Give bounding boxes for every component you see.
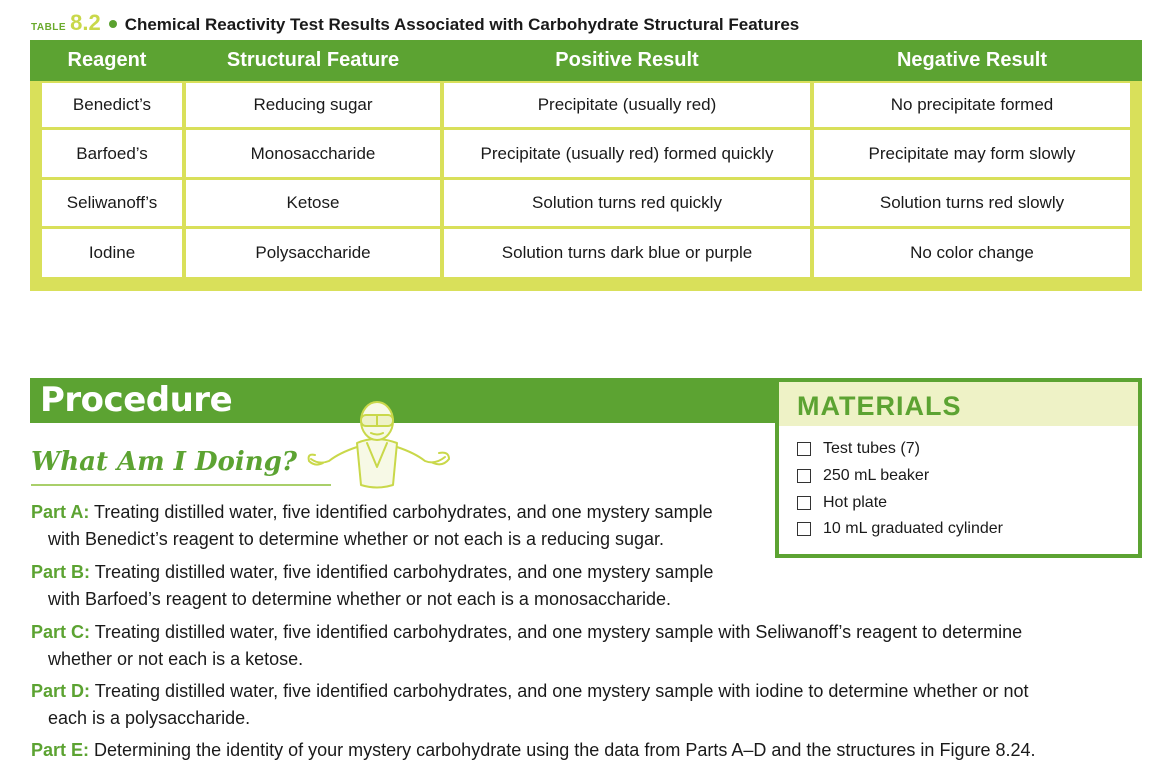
part-label: Part E: <box>31 740 90 760</box>
part-label: Part A: <box>31 502 90 522</box>
procedure-part-c <box>31 619 1141 673</box>
materials-item <box>797 467 929 485</box>
part-label: Part D: <box>31 681 91 701</box>
table-cell: Solution turns red quickly <box>444 180 810 226</box>
part-label: Part C: <box>31 622 91 642</box>
scientist-mascot-icon <box>305 395 455 490</box>
materials-item-label: Hot plate <box>823 494 888 511</box>
part-text: Treating distilled water, five identified carbohydrates, and one mystery sample with Seliwanoff’s reagent to determine <box>90 622 1023 642</box>
materials-item <box>797 520 1003 538</box>
table-label-word: TABLE <box>31 22 67 33</box>
part-text: Treating distilled water, five identified carbohydrates, and one mystery sample <box>89 502 713 522</box>
part-text: Treating distilled water, five identified carbohydrates, and one mystery sample with iodine to determine whether or not <box>90 681 1029 701</box>
bullet-icon <box>109 20 117 28</box>
procedure-part-d <box>31 678 1141 732</box>
table-cell: Barfoed’s <box>42 130 182 177</box>
table-cell: Polysaccharide <box>186 229 440 277</box>
table-header-row <box>30 40 1142 81</box>
procedure-title: Procedure <box>40 380 233 420</box>
what-am-i-doing-heading: What Am I Doing? <box>31 447 298 477</box>
checkbox-icon[interactable] <box>797 496 811 510</box>
table-cell: Solution turns dark blue or purple <box>444 229 810 277</box>
heading-underline <box>31 484 331 486</box>
part-text: Treating distilled water, five identified carbohydrates, and one mystery sample <box>90 562 714 582</box>
header-reagent: Reagent <box>67 49 147 71</box>
part-label: Part B: <box>31 562 91 582</box>
part-text: Determining the identity of your mystery carbohydrate using the data from Parts A–D and the structures in Figure 8.24. <box>89 740 1036 760</box>
procedure-part-b <box>31 559 771 613</box>
materials-item-label: 10 mL graduated cylinder <box>823 520 1003 537</box>
table-cell: Monosaccharide <box>186 130 440 177</box>
table-cell: No color change <box>814 229 1130 277</box>
table-cell: Precipitate (usually red) formed quickly <box>444 130 810 177</box>
checkbox-icon[interactable] <box>797 469 811 483</box>
materials-item-label: Test tubes (7) <box>823 440 920 457</box>
table-cell: Reducing sugar <box>186 83 440 127</box>
materials-title: MATERIALS <box>797 391 962 421</box>
procedure-part-e <box>31 737 1151 764</box>
table-cell: Solution turns red slowly <box>814 180 1130 226</box>
table-caption <box>31 10 799 36</box>
table-cell: Benedict’s <box>42 83 182 127</box>
materials-header <box>779 382 1138 426</box>
table-cell: Seliwanoff’s <box>42 180 182 226</box>
header-negative-result: Negative Result <box>896 49 1048 71</box>
part-text-continued: with Benedict’s reagent to determine whether or not each is a reducing sugar. <box>48 529 665 549</box>
materials-item <box>797 494 887 512</box>
part-text-continued: each is a polysaccharide. <box>48 708 251 728</box>
header-positive-result: Positive Result <box>555 49 699 71</box>
materials-item <box>797 440 920 458</box>
header-structural-feature: Structural Feature <box>226 49 400 71</box>
table-cell: Precipitate (usually red) <box>444 83 810 127</box>
part-text-continued: whether or not each is a ketose. <box>48 649 304 669</box>
checkbox-icon[interactable] <box>797 442 811 456</box>
table-cell: Ketose <box>186 180 440 226</box>
table-label-number: 8.2 <box>70 10 101 35</box>
table-cell: No precipitate formed <box>814 83 1130 127</box>
table-cell: Iodine <box>42 229 182 277</box>
results-table <box>30 40 1142 291</box>
table-cell: Precipitate may form slowly <box>814 130 1130 177</box>
table-title: Chemical Reactivity Test Results Associated with Carbohydrate Structural Features <box>124 15 800 34</box>
checkbox-icon[interactable] <box>797 522 811 536</box>
materials-box <box>775 378 1142 558</box>
materials-item-label: 250 mL beaker <box>823 467 930 484</box>
procedure-part-a <box>31 499 771 553</box>
part-text-continued: with Barfoed’s reagent to determine whether or not each is a monosaccharide. <box>48 589 672 609</box>
